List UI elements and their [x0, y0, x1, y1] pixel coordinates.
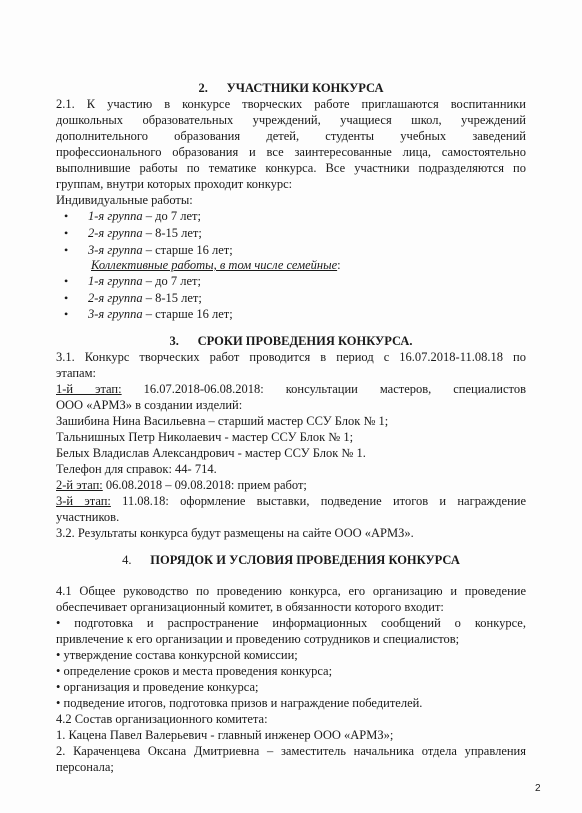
- para-2-1-line: дошкольных образовательных учреждений, учащиеся школ, учреждений: [56, 113, 526, 127]
- section-2-number: 2.: [198, 81, 208, 95]
- bullet-icon: •: [64, 243, 69, 257]
- stage-1-line: ООО «АРМЗ» в создании изделий:: [56, 398, 243, 412]
- section-4-line: 4.1 Общее руководство по проведению конкурса, его организацию и проведение: [56, 584, 526, 598]
- section-3-number: 3.: [169, 334, 179, 348]
- stage-1-label: 1-й этап:: [56, 382, 122, 396]
- section-4-line: 4.2 Состав организационного комитета:: [56, 712, 268, 726]
- collective-works-heading: Коллективные работы, в том числе семейные:: [91, 258, 341, 272]
- stage-2-label: 2-й этап:: [56, 478, 103, 492]
- para-2-1-line: дополнительного образования детей, студенты учебных заведений: [56, 129, 526, 143]
- section-4-line: персонала;: [56, 760, 114, 774]
- para-3-1-line: этапам:: [56, 366, 96, 380]
- page-number: 2: [535, 783, 541, 794]
- section-4-heading: [56, 553, 526, 568]
- bullet-icon: •: [64, 209, 69, 223]
- section-3-title: СРОКИ ПРОВЕДЕНИЯ КОНКУРСА.: [197, 334, 413, 348]
- section-4-number: 4.: [122, 553, 132, 567]
- individual-item: 2-я группа – 8-15 лет;: [88, 226, 202, 240]
- para-2-1-line: выполнившие работы по тематике конкурса. Все участники подразделяются по: [56, 161, 526, 175]
- individual-item: 1-я группа – до 7 лет;: [88, 209, 201, 223]
- collective-item: 1-я группа – до 7 лет;: [88, 274, 201, 288]
- stage-2-line: 2-й этап: 06.08.2018 – 09.08.2018: прием работ;: [56, 478, 307, 492]
- stage-3-line: участников.: [56, 510, 120, 524]
- section-4-line: • организация и проведение конкурса;: [56, 680, 259, 694]
- para-2-1-line: 2.1. К участию в конкурсе творческих работе приглашаются воспитанники: [56, 97, 526, 111]
- section-4-line: • подготовка и распространение информационных сообщений о конкурсе,: [56, 616, 526, 630]
- section-4-line: • подведение итогов, подготовка призов и награждение победителей.: [56, 696, 423, 710]
- bullet-icon: •: [64, 274, 69, 288]
- collective-item: 3-я группа – старше 16 лет;: [88, 307, 233, 321]
- para-2-1-line: группам, внутри которых проходит конкурс:: [56, 177, 293, 191]
- staff-person: Тальнишных Петр Николаевич - мастер ССУ Блок № 1;: [56, 430, 354, 444]
- individual-works-heading: Индивидуальные работы:: [56, 193, 193, 207]
- section-3-heading: [56, 334, 526, 349]
- section-4-line: • определение сроков и места проведения конкурса;: [56, 664, 333, 678]
- individual-item: 3-я группа – старше 16 лет;: [88, 243, 233, 257]
- section-4-line: обеспечивает организационный комитет, в обязанности которого входит:: [56, 600, 444, 614]
- stage-1-line: 1-й этап: 16.07.2018-06.08.2018: консультации мастеров, специалистов: [56, 382, 526, 396]
- section-4-line: • утверждение состава конкурсной комиссии;: [56, 648, 298, 662]
- section-4-title: ПОРЯДОК И УСЛОВИЯ ПРОВЕДЕНИЯ КОНКУРСА: [150, 553, 460, 567]
- bullet-icon: •: [64, 226, 69, 240]
- collective-item: 2-я группа – 8-15 лет;: [88, 291, 202, 305]
- section-4-line: 1. Кацена Павел Валерьевич - главный инженер ООО «АРМЗ»;: [56, 728, 394, 742]
- bullet-icon: •: [64, 307, 69, 321]
- staff-person: Белых Владислав Александрович - мастер ССУ Блок № 1.: [56, 446, 366, 460]
- section-2-heading: [56, 81, 526, 96]
- section-4-line: привлечение к его организации и проведению сотрудников и специалистов;: [56, 632, 460, 646]
- stage-3-line: 3-й этап: 11.08.18: оформление выставки, подведение итогов и награждение: [56, 494, 526, 508]
- section-2-title: УЧАСТНИКИ КОНКУРСА: [226, 81, 384, 95]
- para-3-1-line: 3.1. Конкурс творческих работ проводится в период с 16.07.2018-11.08.18 по: [56, 350, 526, 364]
- stage-3-label: 3-й этап:: [56, 494, 111, 508]
- bullet-icon: •: [64, 291, 69, 305]
- para-3-2: 3.2. Результаты конкурса будут размещены на сайте ООО «АРМЗ».: [56, 526, 414, 540]
- para-2-1-line: профессионального образования и все заинтересованные лица, самостоятельно: [56, 145, 526, 159]
- section-4-line: 2. Караченцева Оксана Дмитриевна – заместитель начальника отдела управления: [56, 744, 526, 758]
- phone-line: Телефон для справок: 44- 714.: [56, 462, 217, 476]
- staff-person: Зашибина Нина Васильевна – старший мастер ССУ Блок № 1;: [56, 414, 389, 428]
